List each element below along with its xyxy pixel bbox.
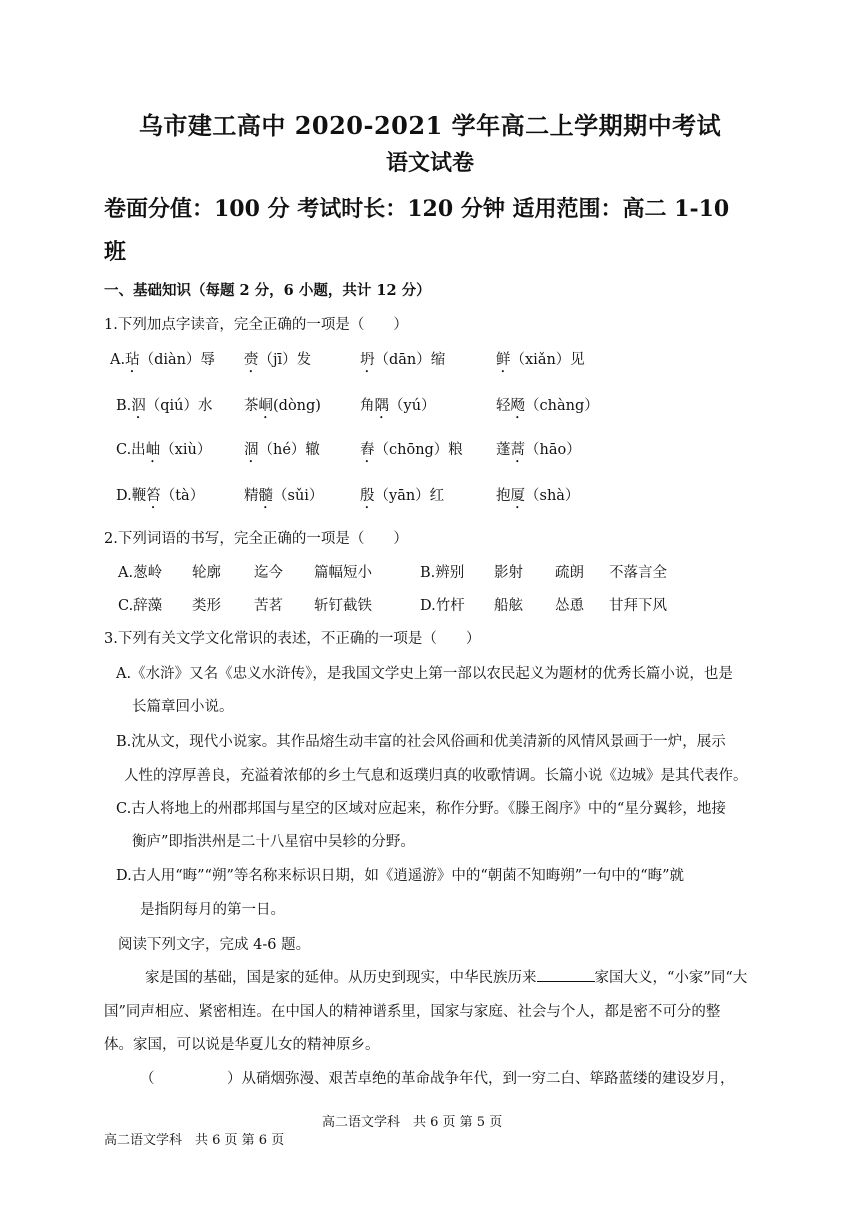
q1-option-item [244, 394, 321, 422]
q2-option-word: 船舷 [494, 598, 523, 614]
exam-title: 乌市建工高中 2020-2021 学年高二上学期期中考试 [138, 111, 722, 140]
q2-option-word: 类形 [192, 598, 221, 614]
q3-option-a-line1: A.《水浒》又名《忠义水浒传》，是我国文学史上第一部以农民起义为题材的优秀长篇小说，也是 [116, 666, 733, 682]
dotted-character: 坍 [360, 352, 375, 368]
pinyin-text: （sǔi） [273, 488, 324, 504]
q1-option-item [110, 348, 215, 376]
q1-option-item [496, 348, 585, 376]
option-text: 轻 [496, 398, 511, 414]
q1-option-item [360, 394, 436, 422]
q1-option-item [116, 394, 213, 422]
option-text: A. [110, 352, 126, 368]
q1-option-item [360, 484, 444, 512]
q3-option-d-line2: 是指阴每月的第一日。 [140, 902, 285, 918]
exam-subtitle: 语文试卷 [385, 150, 474, 176]
option-text: 抱 [496, 488, 511, 504]
q3-option-c-line2: 衡庐”即指洪州是二十八星宿中吴轸的分野。 [132, 834, 415, 850]
reading-paragraph-1-line3: 体。家国，可以说是华夏儿女的精神原乡。 [104, 1037, 380, 1053]
question-3-stem: 3.下列有关文学文化常识的表述，不正确的一项是（ ） [104, 631, 481, 647]
exam-meta-line: 卷面分值：100 分 考试时长：120 分钟 适用范围：高二 1-10 [104, 196, 730, 222]
fill-blank [537, 980, 595, 982]
q1-option-item [360, 438, 463, 466]
q3-option-b-line1: B.沈从文，现代小说家。其作品熔生动丰富的社会风俗画和优美清新的风情风景画于一炉，展示 [116, 734, 726, 750]
reading-paragraph-1-line1 [145, 966, 747, 987]
dotted-character: 鲜 [496, 352, 511, 368]
dotted-character: 涸 [244, 442, 259, 458]
dotted-character: 岫 [145, 442, 161, 458]
dotted-character: 飏 [510, 398, 525, 414]
reading-text: 家国大义，“小家”同“大 [594, 970, 748, 986]
q2-option-word: 迄今 [254, 565, 283, 581]
option-text: B. [116, 398, 132, 414]
q2-option-word: 疏朗 [555, 565, 584, 581]
option-text: 精 [244, 488, 259, 504]
q1-option-item [360, 348, 445, 376]
q2-option-word: B.辨别 [420, 565, 465, 581]
exam-meta-line-continued: 班 [104, 239, 127, 265]
q1-option-item [244, 484, 323, 512]
option-text: 蓬 [496, 442, 511, 458]
pinyin-text: （diàn）辱 [139, 352, 215, 368]
q3-option-c-line1: C.古人将地上的州郡邦国与星空的区域对应起来，称作分野。《滕王阁序》中的“星分翼轸，地接 [116, 801, 726, 817]
pinyin-text: （shà） [525, 488, 580, 504]
q1-option-item [496, 394, 599, 422]
dotted-character: 泅 [131, 398, 146, 414]
option-text: D.鞭 [116, 488, 147, 504]
q2-option-word: 甘拜下风 [609, 598, 667, 614]
pinyin-text: （xiǎn）见 [510, 352, 585, 368]
q2-option-word: 轮廓 [192, 565, 221, 581]
pinyin-text: （jī）发 [258, 352, 312, 368]
dotted-character: 髓 [258, 488, 273, 504]
page-footer-center: 高二语文学科 共 6 页 第 5 页 [322, 1115, 503, 1130]
q2-option-word: 苦茗 [254, 598, 283, 614]
pinyin-text: （chōng）粮 [374, 442, 463, 458]
reading-intro: 阅读下列文字，完成 4-6 题。 [118, 937, 311, 953]
dotted-character: 舂 [360, 442, 375, 458]
q1-option-item [496, 438, 581, 466]
pinyin-text: （yān）红 [374, 488, 445, 504]
dotted-character: 蒿 [510, 442, 525, 458]
pinyin-text: （hāo） [525, 442, 581, 458]
page-footer-left: 高二语文学科 共 6 页 第 6 页 [104, 1133, 285, 1148]
q1-option-item [244, 348, 311, 376]
q2-option-word: C.辞藻 [118, 598, 163, 614]
q2-option-word: 怂恿 [555, 598, 584, 614]
q3-option-b-line2: 人性的淳厚善良，充溢着浓郁的乡土气息和返璞归真的收歌情调。长篇小说《边城》是其代表作。 [124, 768, 748, 784]
dotted-character: 殷 [360, 488, 375, 504]
question-2-stem: 2.下列词语的书写，完全正确的一项是（ ） [104, 531, 408, 547]
q2-option-word: 篇幅短小 [314, 565, 372, 581]
option-text: C.出 [116, 442, 146, 458]
q3-option-a-line2: 长篇章回小说。 [132, 699, 234, 715]
pinyin-text: (dòng) [273, 398, 321, 414]
q1-option-item [116, 438, 211, 466]
reading-text: 家是国的基础，国是家的延伸。从历史到现实，中华民族历来 [145, 970, 537, 986]
q3-option-d-line1: D.古人用“晦”“朔”等名称来标识日期，如《逍遥游》中的“朝菌不知晦朔”一句中的“晦”就 [116, 868, 685, 884]
q2-option-word: 斩钉截铁 [314, 598, 372, 614]
reading-paragraph-1-line2: 国”同声相应、紧密相连。在中国人的精神谱系里，国家与家庭、社会与个人，都是密不可分的整 [104, 1004, 721, 1020]
dotted-character: 厦 [510, 488, 525, 504]
q1-option-item [116, 484, 204, 512]
q1-option-item [244, 438, 320, 466]
pinyin-text: （dān）缩 [374, 352, 446, 368]
question-1-stem: 1.下列加点字读音，完全正确的一项是（ ） [104, 317, 408, 333]
pinyin-text: （qiú）水 [145, 398, 213, 414]
dotted-character: 玷 [125, 352, 140, 368]
section-heading: 一、基础知识（每题 2 分，6 小题，共计 12 分） [104, 282, 431, 299]
pinyin-text: （tà） [160, 488, 205, 504]
dotted-character: 赍 [244, 352, 259, 368]
q2-option-word: A.葱岭 [118, 565, 163, 581]
pinyin-text: （xiù） [160, 442, 212, 458]
q2-option-word: 影射 [494, 565, 523, 581]
pinyin-text: （hé）辙 [258, 442, 320, 458]
q1-option-item [496, 484, 579, 512]
q2-option-word: D.竹杆 [420, 598, 465, 614]
dotted-character: 笞 [146, 488, 161, 504]
reading-paragraph-2-line1: （ ）从硝烟弥漫、艰苦卓绝的革命战争年代，到一穷二白、筚路蓝缕的建设岁月， [140, 1071, 735, 1087]
pinyin-text: （yú） [389, 398, 436, 414]
q2-option-word: 不落言全 [609, 565, 667, 581]
option-text: 角 [360, 398, 375, 414]
pinyin-text: （chàng） [525, 398, 599, 414]
option-text: 茶 [244, 398, 259, 414]
dotted-character: 峒 [258, 398, 273, 414]
dotted-character: 隅 [374, 398, 389, 414]
